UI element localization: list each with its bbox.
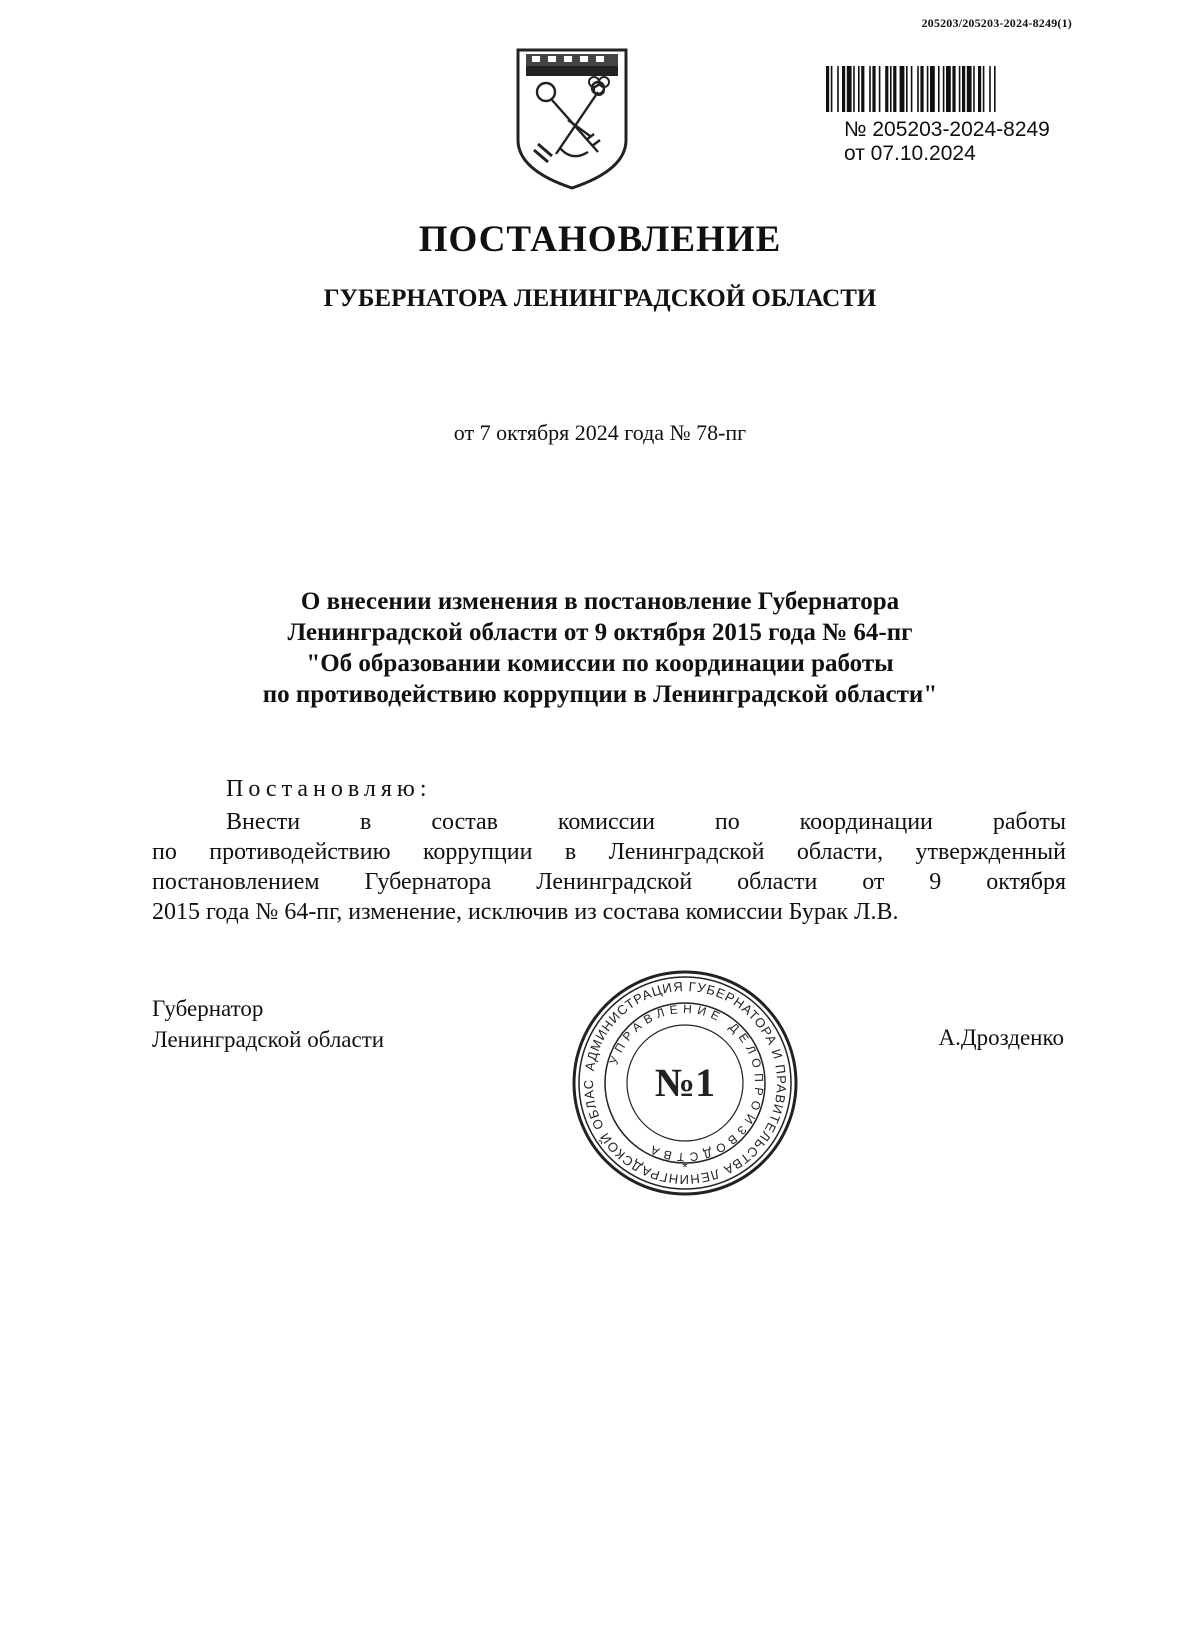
registration-number: № 205203-2024-8249 xyxy=(844,118,1050,141)
signatory-position xyxy=(152,993,384,1055)
body-line: 2015 года № 64-пг, изменение, исключив из состава комиссии Бурак Л.В. xyxy=(152,899,899,925)
document-date: от 7 октября 2024 года № 78-пг xyxy=(453,420,747,445)
seal-inner-text: УПРАВЛЕНИЕ ДЕЛОПРОИЗВОДСТВА xyxy=(606,1001,767,1165)
decree-word: Постановляю: xyxy=(226,776,432,802)
signatory-position-line: Ленинградской области xyxy=(152,1027,385,1052)
seal-outer-text: АДМИНИСТРАЦИЯ ГУБЕРНАТОРА И ПРАВИТЕЛЬСТВА ЛЕНИНГРАДСКОЙ ОБЛАС xyxy=(580,978,790,1188)
body-line: постановлением Губернатора Ленинградской области от 9 октября xyxy=(152,869,1066,895)
heading-line: "Об образовании комиссии по координации работы xyxy=(306,650,894,677)
registration-date: от 07.10.2024 xyxy=(844,142,976,165)
seal-center-text: №1 xyxy=(654,1060,716,1105)
coat-of-arms-icon xyxy=(512,44,632,192)
registration-block xyxy=(844,118,1050,166)
heading-line: О внесении изменения в постановление Губернатора xyxy=(300,588,900,615)
body-line: Внести в состав комиссии по координации работы xyxy=(226,809,1066,835)
document-subtitle: ГУБЕРНАТОРА ЛЕНИНГРАДСКОЙ ОБЛАСТИ xyxy=(323,285,877,312)
document-body xyxy=(152,807,1066,927)
signatory-name: А.Дрозденко xyxy=(938,1025,1064,1050)
seal-star: * xyxy=(682,1159,688,1175)
heading-line: по противодействию коррупции в Ленинградской области" xyxy=(262,681,938,708)
body-line: по противодействию коррупции в Ленинградской области, утвержденный xyxy=(152,839,1066,865)
barcode-icon xyxy=(826,66,1078,112)
document-title: ПОСТАНОВЛЕНИЕ xyxy=(418,219,782,260)
heading-line: Ленинградской области от 9 октября 2015 года № 64-пг xyxy=(287,619,913,646)
official-seal xyxy=(570,968,800,1198)
document-heading xyxy=(160,586,1040,710)
signatory-position-line: Губернатор xyxy=(152,996,264,1021)
document-code: 205203/205203-2024-8249(1) xyxy=(921,16,1072,30)
